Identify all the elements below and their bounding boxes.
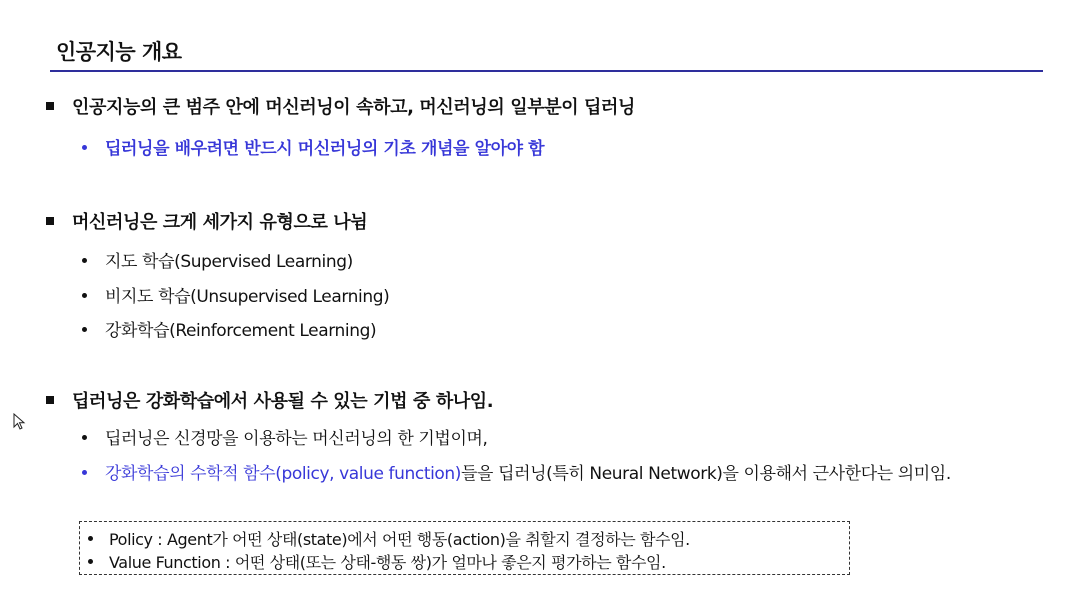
dot-bullet-icon xyxy=(88,536,93,541)
section2-item-text: 비지도 학습(Unsupervised Learning) xyxy=(105,287,390,307)
section3-main-bullet xyxy=(46,387,493,413)
list-item xyxy=(82,247,353,272)
mouse-pointer-icon xyxy=(13,413,27,431)
list-item xyxy=(82,459,951,484)
section1-main-bullet xyxy=(46,93,635,119)
list-item xyxy=(82,424,488,449)
square-bullet-icon xyxy=(46,217,54,225)
note-line xyxy=(88,527,690,550)
page-title: 인공지능 개요 xyxy=(56,40,182,64)
section3-item2-highlight: 강화학습의 수학적 함수(policy, value function) xyxy=(105,464,462,484)
section1-sub-bullet xyxy=(82,134,544,159)
title-underline xyxy=(50,70,1043,72)
note-value-function-text: Value Function : 어떤 상태(또는 상태-행동 쌍)가 얼마나 좋은지 평가하는 함수임. xyxy=(109,553,666,572)
dot-bullet-icon xyxy=(82,327,87,332)
section2-main-text: 머신러닝은 크게 세가지 유형으로 나뉨 xyxy=(72,212,368,233)
list-item xyxy=(82,316,376,341)
section2-item-text: 강화학습(Reinforcement Learning) xyxy=(105,321,377,341)
section1-sub-text: 딥러닝을 배우려면 반드시 머신러닝의 기초 개념을 알아야 함 xyxy=(105,139,545,159)
square-bullet-icon xyxy=(46,102,54,110)
note-line xyxy=(88,550,666,573)
dot-bullet-icon xyxy=(82,435,87,440)
section2-main-bullet xyxy=(46,208,367,234)
dot-bullet-icon xyxy=(82,145,87,150)
definition-note-box xyxy=(79,521,850,575)
dot-bullet-icon xyxy=(82,293,87,298)
dot-bullet-icon xyxy=(82,258,87,263)
section3-item2-rest: 들을 딥러닝(특히 Neural Network)을 이용해서 근사한다는 의미임. xyxy=(461,464,951,484)
square-bullet-icon xyxy=(46,396,54,404)
section2-item-text: 지도 학습(Supervised Learning) xyxy=(105,252,353,272)
dot-bullet-icon xyxy=(82,470,87,475)
note-policy-text: Policy : Agent가 어떤 상태(state)에서 어떤 행동(action)을 취할지 결정하는 함수임. xyxy=(109,530,690,549)
section3-main-text: 딥러닝은 강화학습에서 사용될 수 있는 기법 중 하나임. xyxy=(72,391,494,412)
section1-main-text: 인공지능의 큰 범주 안에 머신러닝이 속하고, 머신러닝의 일부분이 딥러닝 xyxy=(72,97,636,118)
list-item xyxy=(82,282,389,307)
dot-bullet-icon xyxy=(88,559,93,564)
section3-item1-text: 딥러닝은 신경망을 이용하는 머신러닝의 한 기법이며, xyxy=(105,429,488,449)
